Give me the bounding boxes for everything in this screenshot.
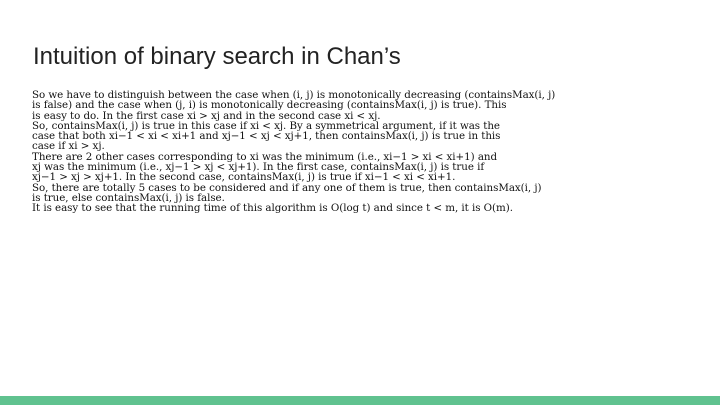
body-line: is easy to do. In the first case xi > xj and in the second case xi < xj. <box>32 110 381 121</box>
body-line: case that both xi−1 < xi < xi+1 and xj−1 < xj < xj+1, then containsMax(i, j) is true in this <box>32 131 501 142</box>
body-line: is false) and the case when (j, i) is monotonically decreasing (containsMax(i, j) is true). This <box>32 100 507 111</box>
body-line: It is easy to see that the running time of this algorithm is O(log t) and since t < m, it is O(m). <box>32 203 513 214</box>
body-line: xj−1 > xj > xj+1. In the second case, containsMax(i, j) is true if xi−1 < xi < xi+1. <box>32 172 456 183</box>
body-line: case if xi > xj. <box>32 141 105 152</box>
body-line: There are 2 other cases corresponding to xi was the minimum (i.e., xi−1 > xi < xi+1) and <box>32 151 498 163</box>
body-line: xj was the minimum (i.e., xj−1 > xj < xj+1). In the first case, containsMax(i, j) is true if <box>32 162 485 173</box>
footer-accent-bar <box>0 396 720 405</box>
slide-title: Intuition of binary search in Chan’s <box>33 43 401 70</box>
body-line: So, containsMax(i, j) is true in this case if xi < xj. By a symmetrical argument, if it was the <box>32 120 500 132</box>
slide-body <box>32 90 592 214</box>
body-line: So we have to distinguish between the case when (i, j) is monotonically decreasing (containsMax(i, j) <box>32 90 556 101</box>
body-line: is true, else containsMax(i, j) is false. <box>32 192 225 204</box>
body-line: So, there are totally 5 cases to be considered and if any one of them is true, then containsMax(i, j) <box>32 182 542 193</box>
